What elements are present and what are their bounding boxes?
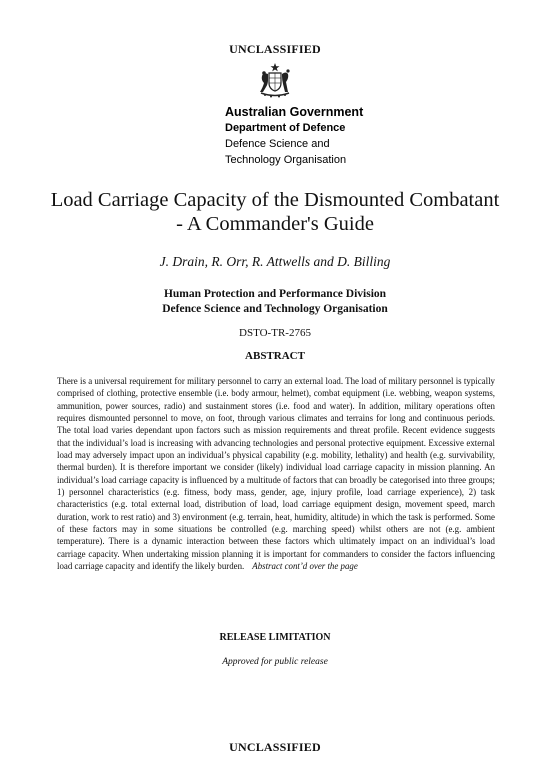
abstract-text: There is a universal requirement for military personnel to carry an external load. The load of military personnel is typically comprised of clothing, protective ensemble (i.e. body armour, helmet), combat equipment (i.e. webbing, weapon systems, ammunition, power sources, radio) and sustainment stores (i.e. food and water). In addition, military operations often requires dismounted personnel to move, on foot, through various climates and terrains for long and continuous periods. The total load varies dependant upon factors such as mission requirements and threat profile. Recent evidence suggests that the individual’s load is increasing with advancing technologies and personal protective equipment. Excessive external load may adversely impact upon an individual’s physical capability (e.g. mobility, lethality) and health (e.g. survivability, thermal burden). It is therefore important we consider (likely) individual load carriage capacity in mission planning. An individual’s load carriage capacity is influenced by a multitude of factors that can broadly be categorised into three groups; 1) personnel characteristics (e.g. fitness, body mass, gender, age, injury profile, load carriage experience), 2) task characteristics (e.g. total external load, distribution of load, load carriage equipment design, movement speed, march duration, work to rest ratio) and 3) environment (e.g. terrain, heat, humidity, altitude) in which the task is performed. Some of these factors may in some situations be controlled (e.g. marching speed) whilst others are not (e.g. ambient temperature). There is a dynamic interaction between these factors which ultimately impact on an individual’s load carriage capacity. When undertaking mission planning it is important for commanders to consider the factors influencing load carriage capacity and identify the likely burden. <box>57 376 495 572</box>
release-limitation-heading: RELEASE LIMITATION <box>219 632 331 643</box>
division-line2: Defence Science and Technology Organisation <box>162 303 388 315</box>
agency-department: Department of Defence <box>225 122 346 134</box>
agency-block <box>225 104 425 168</box>
agency-dsto-line1: Defence Science and <box>225 138 330 150</box>
report-division <box>0 287 550 317</box>
agency-dsto-line2: Technology Organisation <box>225 154 347 166</box>
coat-of-arms-icon <box>255 62 295 100</box>
report-authors: J. Drain, R. Orr, R. Attwells and D. Billing <box>159 254 391 269</box>
report-title-line2: - A Commander's Guide <box>176 213 374 235</box>
abstract-heading: ABSTRACT <box>245 350 305 362</box>
abstract-continued-note: Abstract cont’d over the page <box>252 561 358 572</box>
classification-bottom: UNCLASSIFIED <box>229 740 321 754</box>
release-limitation-text: Approved for public release <box>222 657 328 667</box>
division-line1: Human Protection and Performance Division <box>163 288 387 300</box>
classification-top: UNCLASSIFIED <box>229 42 321 56</box>
report-title <box>0 188 550 236</box>
report-title-line1: Load Carriage Capacity of the Dismounted Combatant <box>50 189 500 211</box>
agency-government: Australian Government <box>225 105 364 119</box>
abstract-body <box>57 375 495 573</box>
report-number: DSTO-TR-2765 <box>239 327 311 339</box>
